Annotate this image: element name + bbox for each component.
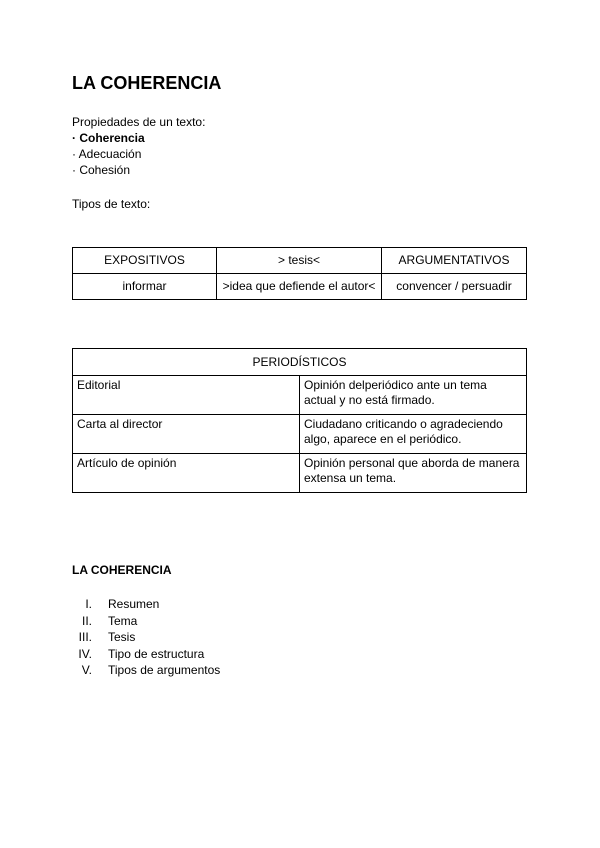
- table-row: [73, 274, 527, 300]
- table-cell: >idea que defiende el autor<: [217, 274, 382, 300]
- table-row: [73, 248, 527, 274]
- journalistic-table: [72, 348, 527, 493]
- table-cell: convencer / persuadir: [382, 274, 527, 300]
- table-cell: Editorial: [73, 376, 300, 415]
- list-number: V.: [81, 663, 92, 677]
- list-text: Tesis: [108, 630, 136, 644]
- list-item: [72, 662, 220, 679]
- table-header-row: [73, 349, 527, 376]
- properties-label: Propiedades de un texto:: [72, 115, 206, 129]
- table-cell: Carta al director: [73, 415, 300, 454]
- list-item: [72, 596, 220, 613]
- list-text: Resumen: [108, 597, 160, 611]
- table-row: [73, 415, 527, 454]
- table-cell: informar: [73, 274, 217, 300]
- list-text: Tipo de estructura: [108, 646, 205, 661]
- table-cell: EXPOSITIVOS: [73, 248, 217, 274]
- list-text: Tema: [108, 613, 138, 628]
- list-item: [72, 613, 220, 630]
- section-heading: LA COHERENCIA: [72, 563, 172, 577]
- table-cell: Ciudadano criticando o agradeciendo algo, aparece en el periódico.: [300, 415, 527, 454]
- table-row: [73, 454, 527, 493]
- table-cell: > tesis<: [217, 248, 382, 274]
- list-number: II.: [81, 613, 92, 628]
- table-cell: Artículo de opinión: [73, 454, 300, 493]
- property-item: · Coherencia: [72, 131, 145, 145]
- list-number: IV.: [78, 646, 92, 661]
- numbered-list: [72, 596, 220, 679]
- page-title: LA COHERENCIA: [72, 73, 222, 93]
- list-item: [72, 629, 220, 646]
- table-cell: Opinión delperiódico ante un tema actual y no está firmado.: [300, 376, 527, 415]
- property-item: · Cohesión: [72, 163, 131, 177]
- types-label: Tipos de texto:: [72, 197, 151, 211]
- list-number: III.: [78, 630, 92, 644]
- table-cell: ARGUMENTATIVOS: [382, 248, 527, 274]
- table-header: PERIODÍSTICOS: [73, 349, 527, 376]
- table-row: [73, 376, 527, 415]
- list-item: [72, 646, 220, 663]
- list-number: I.: [85, 597, 92, 611]
- property-item: · Adecuación: [72, 147, 142, 161]
- text-types-table: [72, 247, 527, 300]
- list-text: Tipos de argumentos: [108, 663, 221, 677]
- table-cell: Opinión personal que aborda de manera extensa un tema.: [300, 454, 527, 493]
